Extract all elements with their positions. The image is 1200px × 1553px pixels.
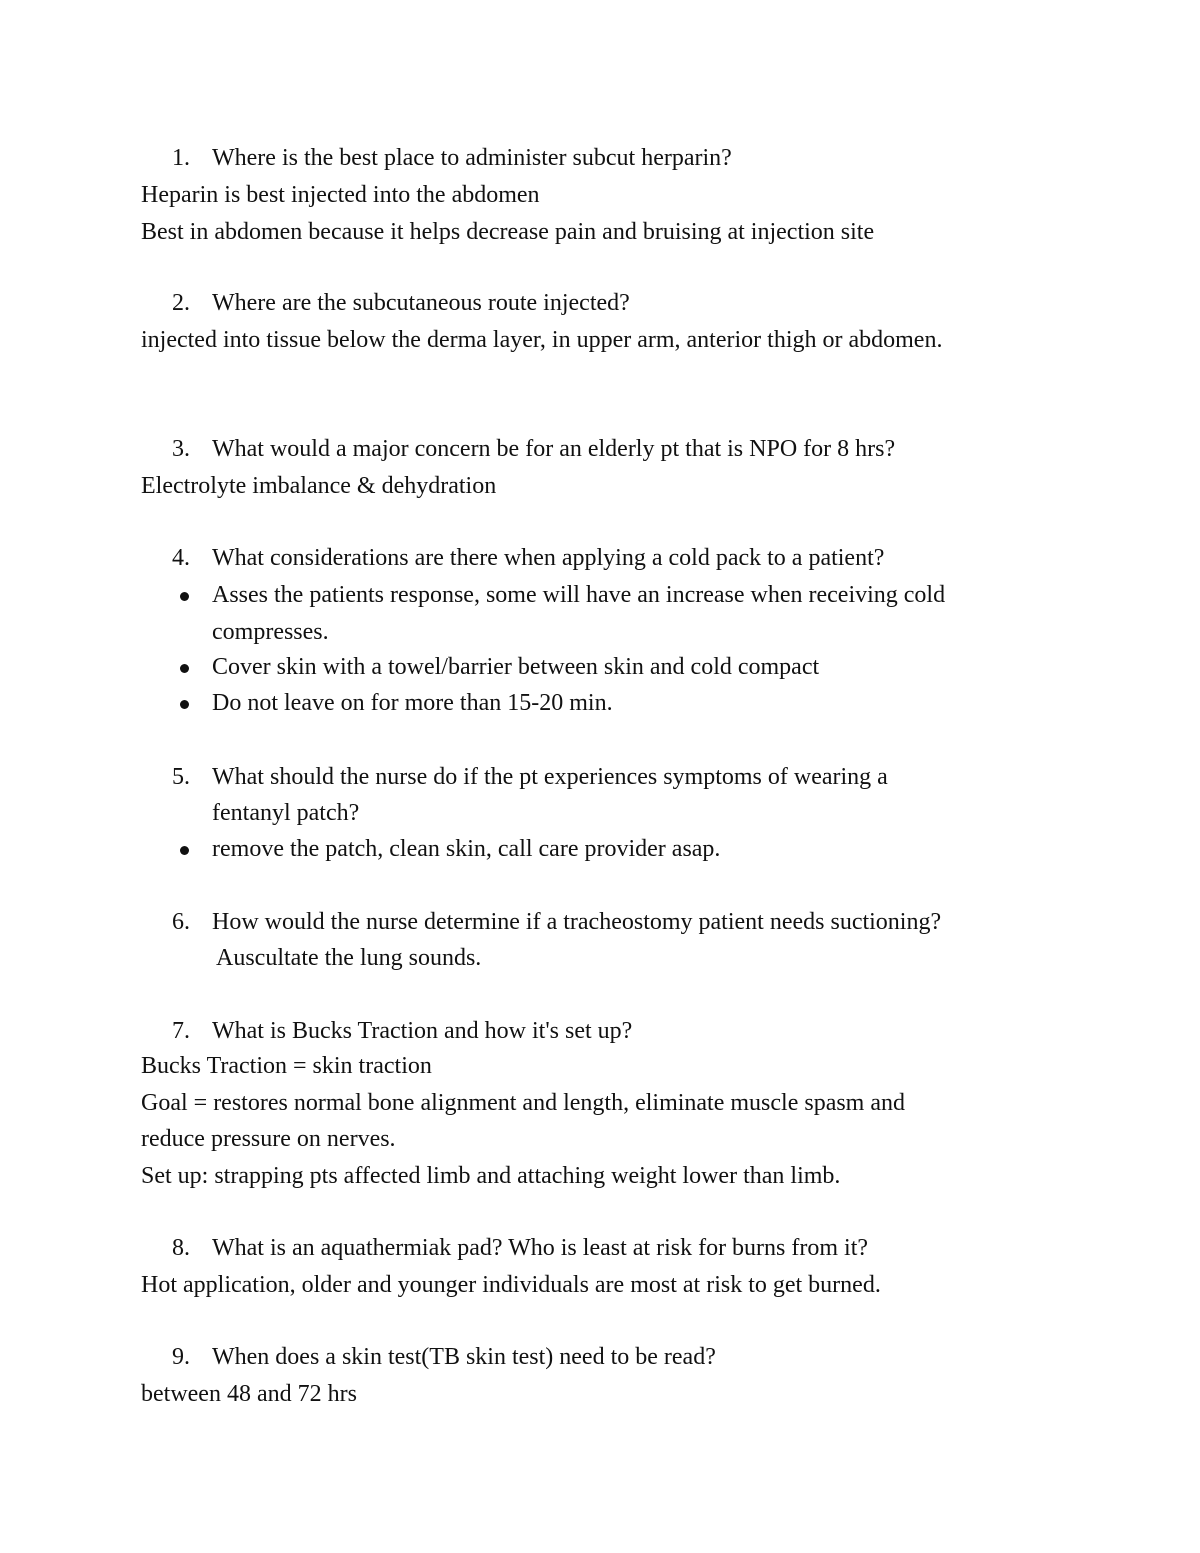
question-text: Where is the best place to administer subcut herparin? — [212, 145, 732, 171]
question-text: What is an aquathermiak pad? Who is least at risk for burns from it? — [212, 1235, 869, 1261]
answer-text: Electrolyte imbalance & dehydration — [141, 473, 497, 499]
question-text: When does a skin test(TB skin test) need to be read? — [212, 1344, 716, 1370]
answer-text: reduce pressure on nerves. — [141, 1126, 396, 1152]
question-number: 1. — [172, 145, 190, 171]
bullet-text: remove the patch, clean skin, call care provider asap. — [212, 836, 721, 862]
question-number: 9. — [172, 1344, 190, 1370]
answer-text: between 48 and 72 hrs — [141, 1381, 357, 1407]
answer-text: Auscultate the lung sounds. — [216, 945, 482, 971]
answer-text: Goal = restores normal bone alignment and length, eliminate muscle spasm and — [141, 1090, 906, 1116]
answer-text: Best in abdomen because it helps decrease pain and bruising at injection site — [141, 219, 875, 245]
question-number: 8. — [172, 1235, 190, 1261]
answer-text: Hot application, older and younger individuals are most at risk to get burned. — [141, 1272, 881, 1298]
answer-text: Heparin is best injected into the abdomen — [141, 182, 540, 208]
question-text: What would a major concern be for an elderly pt that is NPO for 8 hrs? — [212, 436, 896, 462]
question-text: How would the nurse determine if a tracheostomy patient needs suctioning? — [212, 909, 942, 935]
question-number: 4. — [172, 545, 190, 571]
question-number: 7. — [172, 1018, 190, 1044]
question-text: What should the nurse do if the pt experiences symptoms of wearing a — [212, 764, 888, 790]
answer-text: Set up: strapping pts affected limb and attaching weight lower than limb. — [141, 1163, 841, 1189]
bullet-text: compresses. — [212, 619, 329, 645]
question-number: 6. — [172, 909, 190, 935]
bullet-icon — [180, 700, 189, 709]
question-number: 3. — [172, 436, 190, 462]
question-number: 2. — [172, 290, 190, 316]
bullet-text: Cover skin with a towel/barrier between skin and cold compact — [212, 654, 820, 680]
bullet-text: Do not leave on for more than 15-20 min. — [212, 690, 613, 716]
answer-text: Bucks Traction = skin traction — [141, 1053, 432, 1079]
answer-text: injected into tissue below the derma layer, in upper arm, anterior thigh or abdomen. — [141, 327, 943, 353]
question-text: What considerations are there when applying a cold pack to a patient? — [212, 545, 885, 571]
bullet-text: Asses the patients response, some will have an increase when receiving cold — [212, 582, 946, 608]
question-text: fentanyl patch? — [212, 800, 360, 826]
bullet-icon — [180, 664, 189, 673]
bullet-icon — [180, 846, 189, 855]
question-text: What is Bucks Traction and how it's set up? — [212, 1018, 633, 1044]
question-number: 5. — [172, 764, 190, 790]
question-text: Where are the subcutaneous route injected? — [212, 290, 630, 316]
bullet-icon — [180, 592, 189, 601]
